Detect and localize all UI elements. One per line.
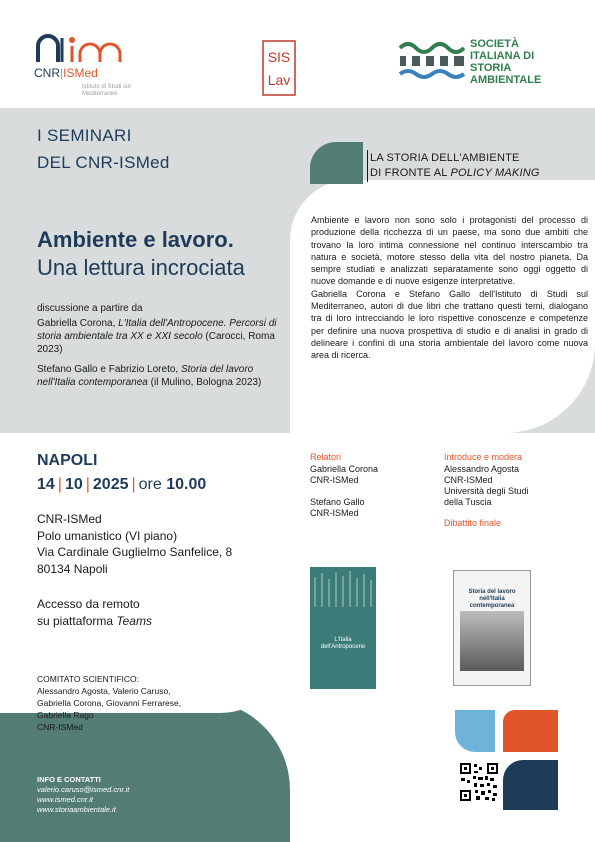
series-title: LA STORIA DELL'AMBIENTE DI FRONTE AL POLICY MAKING [370, 152, 540, 179]
book2-title: Storia del lavoro nell'Italia contemporanea [468, 589, 516, 609]
ssa-logo-text: SOCIETÀ ITALIANA DI STORIA AMBIENTALE [470, 38, 542, 86]
moderator-heading: Introduce e modera [444, 452, 523, 462]
series-accent-shape [310, 142, 363, 184]
contacts: INFO E CONTATTI valerio.caruso@ismed.cnr.it www.ismed.cnr.it www.storiaambientale.it [37, 775, 130, 814]
book-cover-antropocene [310, 567, 376, 689]
storiaambientale-website-link[interactable]: www.storiaambientale.it [37, 805, 116, 814]
event-city: NAPOLI [37, 452, 98, 469]
cnr-logo-subtitle: Istituto di Studi sul Mediterraneo [82, 84, 131, 97]
cnr-logo-text: CNR|ISMed [34, 66, 98, 80]
final-debate: Dibattito finale [444, 518, 502, 528]
qr-code-icon[interactable] [459, 762, 499, 802]
speakers-list: Gabriella Corona CNR-ISMed Stefano Gallo CNR-ISMed [310, 464, 379, 518]
seminar-title: Ambiente e lavoro. Una lettura incrociata [37, 227, 245, 280]
book2-photo [460, 611, 524, 671]
event-date: 14 | 10 | 2025 | ore 10.00 [37, 476, 207, 493]
description-text: Ambiente e lavoro non sono solo i protagonisti del processo di produzione della ricchezza di un paese, ma sono due ambiti che trovano la loro intima connessione nel continuo interscambio tra natura e società, motore stesso della vita del nostro pianeta. Da sempre studiati e analizzati separatamente sono oggi oggetto di nuove domande e di nuove esigenze interpretative. Gabriella Corona e Stefano Gallo dell'Istituto di Studi sul Mediterraneo, autori di due libri che trattano questi temi, dialogano tra di loro intrecciando le loro rispettive conoscenze e competenze per definire una nuova prospettiva di studio e di analisi in grado di delineare i confini di una storia ambientale del lavoro come nuova area di ricerca. [311, 215, 588, 361]
remote-access: Accesso da remoto su piattaforma Teams [37, 597, 152, 628]
moderator-list: Alessandro Agosta CNR-ISMed Università degli Studi della Tuscia [444, 464, 529, 507]
book-cover-lavoro [453, 570, 531, 686]
email-link[interactable]: valerio.caruso@ismed.cnr.it [37, 785, 130, 794]
sislav-bottom-text: Lav [267, 72, 291, 88]
cnr-ismed-logo [34, 32, 129, 66]
sislav-top-text: SIS [267, 49, 291, 65]
event-venue: CNR-ISMed Polo umanistico (VI piano) Via Cardinale Guglielmo Sanfelice, 8 80134 Napoli [37, 512, 233, 576]
speakers-heading: Relatori [310, 452, 342, 462]
sislav-logo [262, 40, 296, 96]
ismed-website-link[interactable]: www.ismed.cnr.it [37, 795, 93, 804]
scientific-committee: COMITATO SCIENTIFICO: Alessandro Agosta, Valerio Caruso, Gabriella Corona, Giovanni Ferrarese, Gabriella Rago CNR-ISMed [37, 674, 182, 732]
discussion-books: discussione a partire da Gabriella Corona, L'Italia dell'Antropocene. Percorsi di storia ambientale tra XX e XXI secolo (Carocci, Roma 2023) Stefano Gallo e Fabrizio Loreto, Storia del lavoro nell'Italia contemporanea (il Mulino, Bologna 2023) [37, 303, 277, 388]
seminar-series-heading: I SEMINARI DEL CNR-ISMed [37, 126, 170, 172]
book1-title: L'Italia dell'Antropocene [320, 637, 366, 650]
series-divider [367, 150, 368, 182]
ssa-logo [398, 40, 466, 85]
